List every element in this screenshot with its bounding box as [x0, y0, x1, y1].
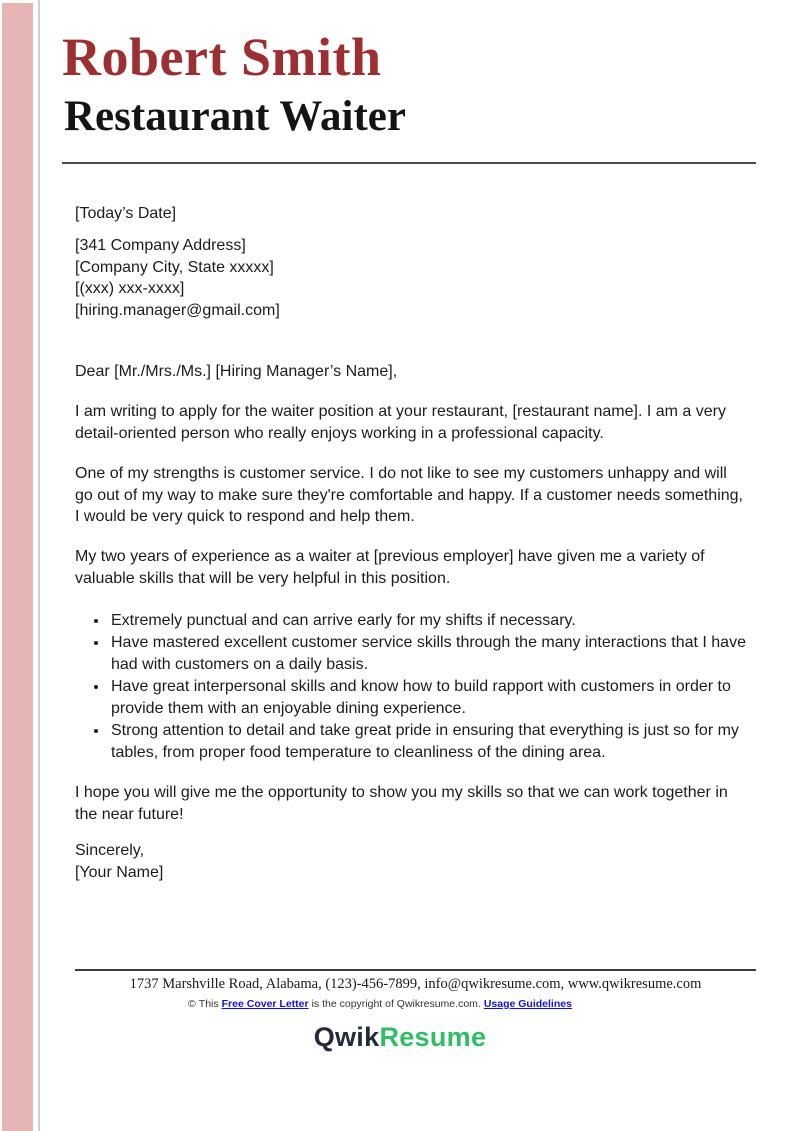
footer-copyright-line — [40, 998, 720, 1011]
candidate-name: Robert Smith — [62, 27, 382, 87]
copyright-middle: is the copyright of Qwikresume.com. — [311, 998, 481, 1010]
skills-list — [75, 610, 747, 764]
salutation: Dear [Mr./Mrs./Ms.] [Hiring Manager’s Name], — [75, 363, 398, 380]
body-paragraph: One of my strengths is customer service. I do not like to see my customers unhappy and will go out of my way to make sure they're comfortable and happy. If a customer needs something, I would be very quick to respond and help them. — [75, 465, 743, 525]
skills-list-item: • Strong attention to detail and take great pride in ensuring that everything is just so for my tables, from proper food temperature to cleanliness of the dining area. — [109, 720, 753, 764]
address-line: [(xxx) xxx-xxxx] — [75, 280, 185, 297]
logo-text-resume: Resume — [379, 1022, 487, 1052]
footer-divider — [75, 969, 756, 971]
body-paragraph: I am writing to apply for the waiter position at your restaurant, [restaurant name]. I am a very detail-oriented person who really enjoys working in a professional capacity. — [75, 403, 726, 442]
skills-list-item: • Have great interpersonal skills and know how to build rapport with customers in order to provide them with an enjoyable dining experience. — [109, 676, 753, 720]
recipient-address — [75, 235, 747, 321]
closing-paragraph: I hope you will give me the opportunity to show you my skills so that we can work together in the near future! — [75, 784, 728, 823]
address-line: [hiring.manager@gmail.com] — [75, 301, 280, 319]
usage-guidelines-link[interactable]: Usage Guidelines — [483, 998, 572, 1010]
header-divider — [62, 162, 756, 164]
qwikresume-logo — [0, 1022, 800, 1053]
job-title: Restaurant Waiter — [64, 93, 406, 140]
body-paragraph: My two years of experience as a waiter at [previous employer] have given me a variety of valuable skills that will be very helpful in this position. — [75, 548, 705, 587]
copyright-prefix: This — [198, 998, 219, 1010]
address-line: [Company City, State xxxxx] — [75, 258, 274, 276]
signature-name: [Your Name] — [75, 863, 164, 881]
skills-list-item: • Have mastered excellent customer service skills through the many interactions that I have had with customers on a daily basis. — [109, 632, 753, 676]
logo-text-qwik: Qwik — [313, 1022, 380, 1052]
skills-list-item: • Extremely punctual and can arrive early for my shifts if necessary. — [109, 610, 753, 632]
signoff: Sincerely, — [75, 842, 145, 859]
copyright-icon: © — [188, 998, 196, 1010]
footer-contact-line: 1737 Marshville Road, Alabama, (123)-456-7899, info@qwikresume.com, www.qwikresume.com — [129, 976, 702, 992]
letter-date: [Today’s Date] — [75, 205, 177, 222]
free-cover-letter-link[interactable]: Free Cover Letter — [221, 998, 309, 1010]
accent-stripe — [2, 3, 33, 1131]
signature-block — [75, 840, 747, 883]
address-line: [341 Company Address] — [75, 237, 246, 254]
accent-stripe-border — [38, 0, 40, 1131]
